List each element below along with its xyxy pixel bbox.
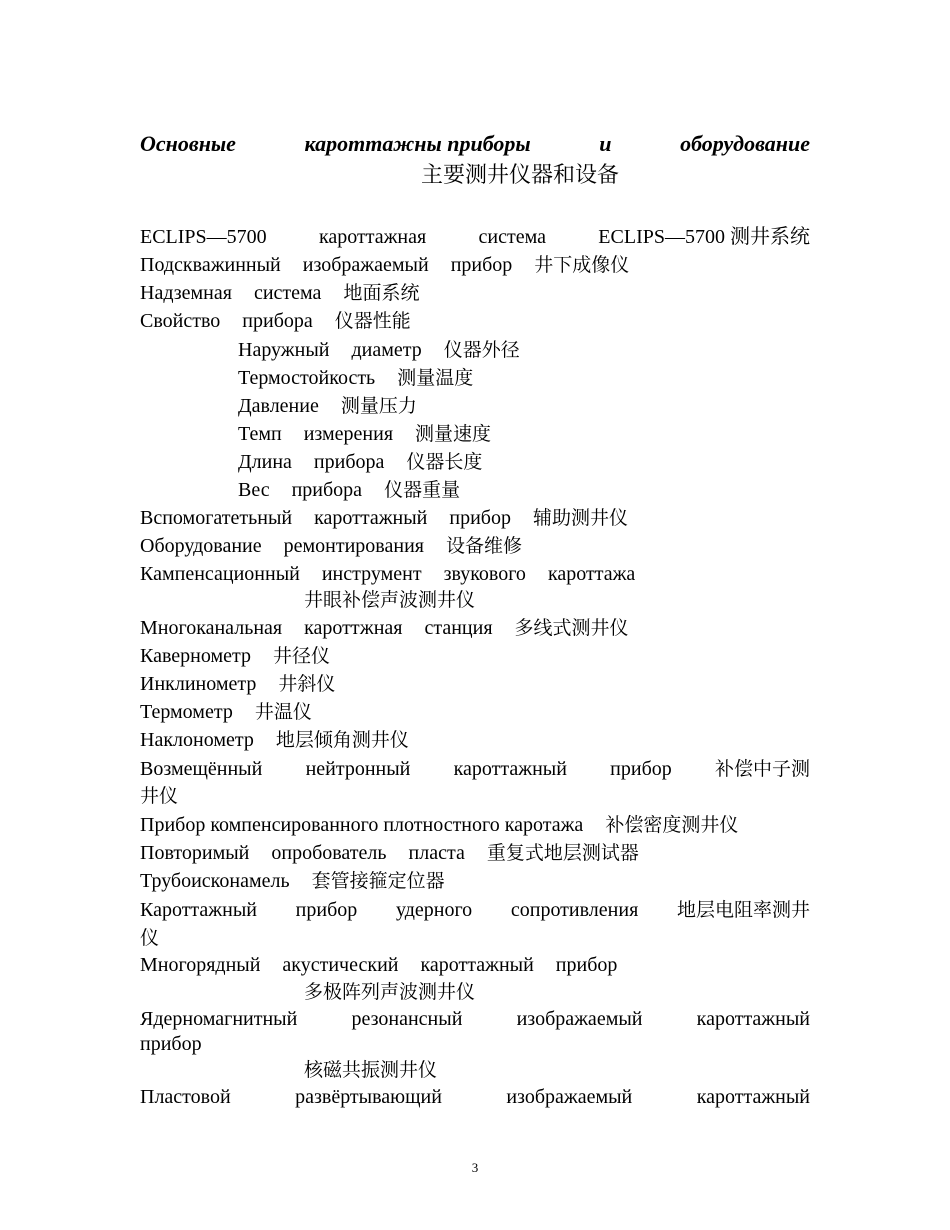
term-russian: Пластовой <box>140 1086 231 1108</box>
term-russian: Термометр <box>140 701 233 723</box>
term-line <box>140 952 810 978</box>
term-line <box>304 1057 810 1083</box>
term-line <box>140 505 810 531</box>
term-line <box>140 925 810 951</box>
term-chinese: 仪器重量 <box>384 479 461 501</box>
term-russian: кароттажный <box>453 758 567 780</box>
term-russian: ECLIPS—5700 <box>140 226 267 248</box>
term-russian: нейтронный <box>305 758 411 780</box>
term-russian: прибор <box>555 954 618 976</box>
term-line <box>140 561 810 587</box>
term-russian: измерения <box>303 423 394 445</box>
term-russian: инструмент <box>321 563 422 585</box>
term-russian: Кароттажный <box>140 899 257 921</box>
term-russian: прибор <box>450 254 513 276</box>
term-russian: Прибор компенсированного плотностного каротажа <box>140 814 584 836</box>
term-russian: Подскважинный <box>140 254 281 276</box>
term-line <box>140 224 810 250</box>
term-line <box>140 783 810 809</box>
term-russian: сопротивления <box>510 899 639 921</box>
term-russian: Многоканальная <box>140 617 283 639</box>
term-russian: кароттажный <box>314 507 428 529</box>
term-line <box>238 477 810 503</box>
term-line <box>238 365 810 391</box>
title-russian <box>140 131 810 157</box>
term-russian: система <box>253 282 322 304</box>
term-chinese: 测量压力 <box>340 395 417 417</box>
term-chinese: 仪 <box>140 927 160 949</box>
term-line <box>304 979 810 1005</box>
term-chinese: 地面系统 <box>343 282 420 304</box>
term-russian: прибора <box>313 451 385 473</box>
term-russian: прибор <box>610 758 672 780</box>
term-chinese: 井温仪 <box>254 701 312 723</box>
term-russian: прибора <box>242 310 313 332</box>
term-russian: пласта <box>408 842 465 864</box>
term-line <box>140 533 810 559</box>
term-line <box>140 280 810 306</box>
term-russian: Надземная <box>140 282 232 304</box>
title-chinese: 主要测井仪器和设备 <box>420 163 619 188</box>
term-chinese: 辅助测井仪 <box>532 507 628 529</box>
term-chinese: 井下成像仪 <box>534 254 630 276</box>
term-russian: звукового <box>443 563 526 585</box>
term-russian: Наклонометр <box>140 729 254 751</box>
term-russian: ECLIPS—5700 测井系统 <box>598 226 810 248</box>
term-russian: Вес <box>238 479 270 501</box>
term-line <box>140 812 810 838</box>
term-russian: Темп <box>238 423 282 445</box>
term-russian: резонансный <box>351 1008 463 1030</box>
term-line <box>140 756 810 782</box>
term-chinese: 多线式测井仪 <box>514 617 629 639</box>
term-russian: прибор <box>449 507 511 529</box>
term-russian: Длина <box>238 451 292 473</box>
term-russian: прибор <box>295 899 358 921</box>
term-russian: опробователь <box>271 842 387 864</box>
term-russian: изображаемый <box>302 254 429 276</box>
term-russian: кароттажный <box>420 954 534 976</box>
page-number: 3 <box>471 1160 479 1175</box>
term-chinese: 重复式地层测试器 <box>486 842 639 864</box>
term-russian: Свойство <box>140 310 221 332</box>
term-russian: Инклинометр <box>140 673 257 695</box>
term-chinese: 井斜仪 <box>278 673 336 695</box>
term-russian: станция <box>424 617 493 639</box>
term-chinese: 核磁共振测井仪 <box>304 1059 438 1081</box>
term-line <box>140 727 810 753</box>
term-line <box>140 252 810 278</box>
term-line <box>238 393 810 419</box>
term-line <box>140 308 810 334</box>
term-chinese: 井仪 <box>140 785 179 807</box>
term-line <box>238 421 810 447</box>
term-russian: диаметр <box>351 339 422 361</box>
term-russian: Многорядный <box>140 954 261 976</box>
term-russian: кароттажный <box>696 1008 810 1030</box>
term-chinese: 套管接箍定位器 <box>311 870 445 892</box>
term-russian: Оборудование <box>140 535 262 557</box>
term-line <box>140 868 810 894</box>
term-chinese: 仪器性能 <box>334 310 411 332</box>
term-russian: Давление <box>238 395 319 417</box>
term-russian: Наружный <box>238 339 330 361</box>
term-russian: изображаемый <box>506 1086 633 1108</box>
title-word: кароттажны приборы <box>304 131 531 156</box>
term-russian: прибора <box>291 479 363 501</box>
term-russian: Кавернометр <box>140 645 251 667</box>
term-chinese: 补偿密度测井仪 <box>605 814 739 836</box>
term-line <box>238 337 810 363</box>
term-chinese: 多极阵列声波测井仪 <box>304 981 476 1003</box>
term-chinese: 测量速度 <box>415 423 492 445</box>
term-russian: система <box>478 226 546 248</box>
term-line <box>140 1031 810 1057</box>
term-russian: Вспомогатетьный <box>140 507 293 529</box>
term-line <box>140 699 810 725</box>
term-russian: Ядерномагнитный <box>140 1008 298 1030</box>
term-russian: Возмещённый <box>140 758 263 780</box>
term-line <box>140 897 810 923</box>
term-russian: кароттажный <box>696 1086 810 1108</box>
term-line <box>140 615 810 641</box>
term-russian: Термостойкость <box>238 367 376 389</box>
term-russian: Кампенсационный <box>140 563 300 585</box>
term-line <box>140 840 810 866</box>
term-russian: Повторимый <box>140 842 250 864</box>
term-russian: прибор <box>140 1033 202 1055</box>
term-line <box>238 449 810 475</box>
term-chinese: 仪器长度 <box>406 451 483 473</box>
term-chinese: 井径仪 <box>273 645 331 667</box>
term-line <box>140 671 810 697</box>
term-russian: кароттажная <box>318 226 427 248</box>
term-chinese: 地层倾角测井仪 <box>275 729 409 751</box>
term-russian: Трубоисконамель <box>140 870 290 892</box>
title-word: и <box>599 131 612 156</box>
term-chinese: 井眼补偿声波测井仪 <box>304 589 476 611</box>
term-russian: кароттжная <box>304 617 403 639</box>
title-word: Основные <box>140 131 236 156</box>
term-russian: акустический <box>282 954 399 976</box>
term-russian: развёртывающий <box>295 1086 442 1108</box>
term-russian: удерного <box>395 899 473 921</box>
term-chinese: 仪器外径 <box>443 339 520 361</box>
term-line <box>304 587 810 613</box>
term-chinese: 补偿中子测 <box>714 758 810 780</box>
term-russian: кароттажа <box>547 563 636 585</box>
title-word: оборудование <box>680 131 810 156</box>
term-russian: изображаемый <box>516 1008 643 1030</box>
term-line <box>140 1006 810 1032</box>
term-line <box>140 643 810 669</box>
term-russian: ремонтирования <box>283 535 424 557</box>
term-chinese: 地层电阻率测井 <box>676 899 810 921</box>
term-chinese: 设备维修 <box>445 535 522 557</box>
term-line <box>140 1084 810 1110</box>
term-chinese: 测量温度 <box>397 367 474 389</box>
